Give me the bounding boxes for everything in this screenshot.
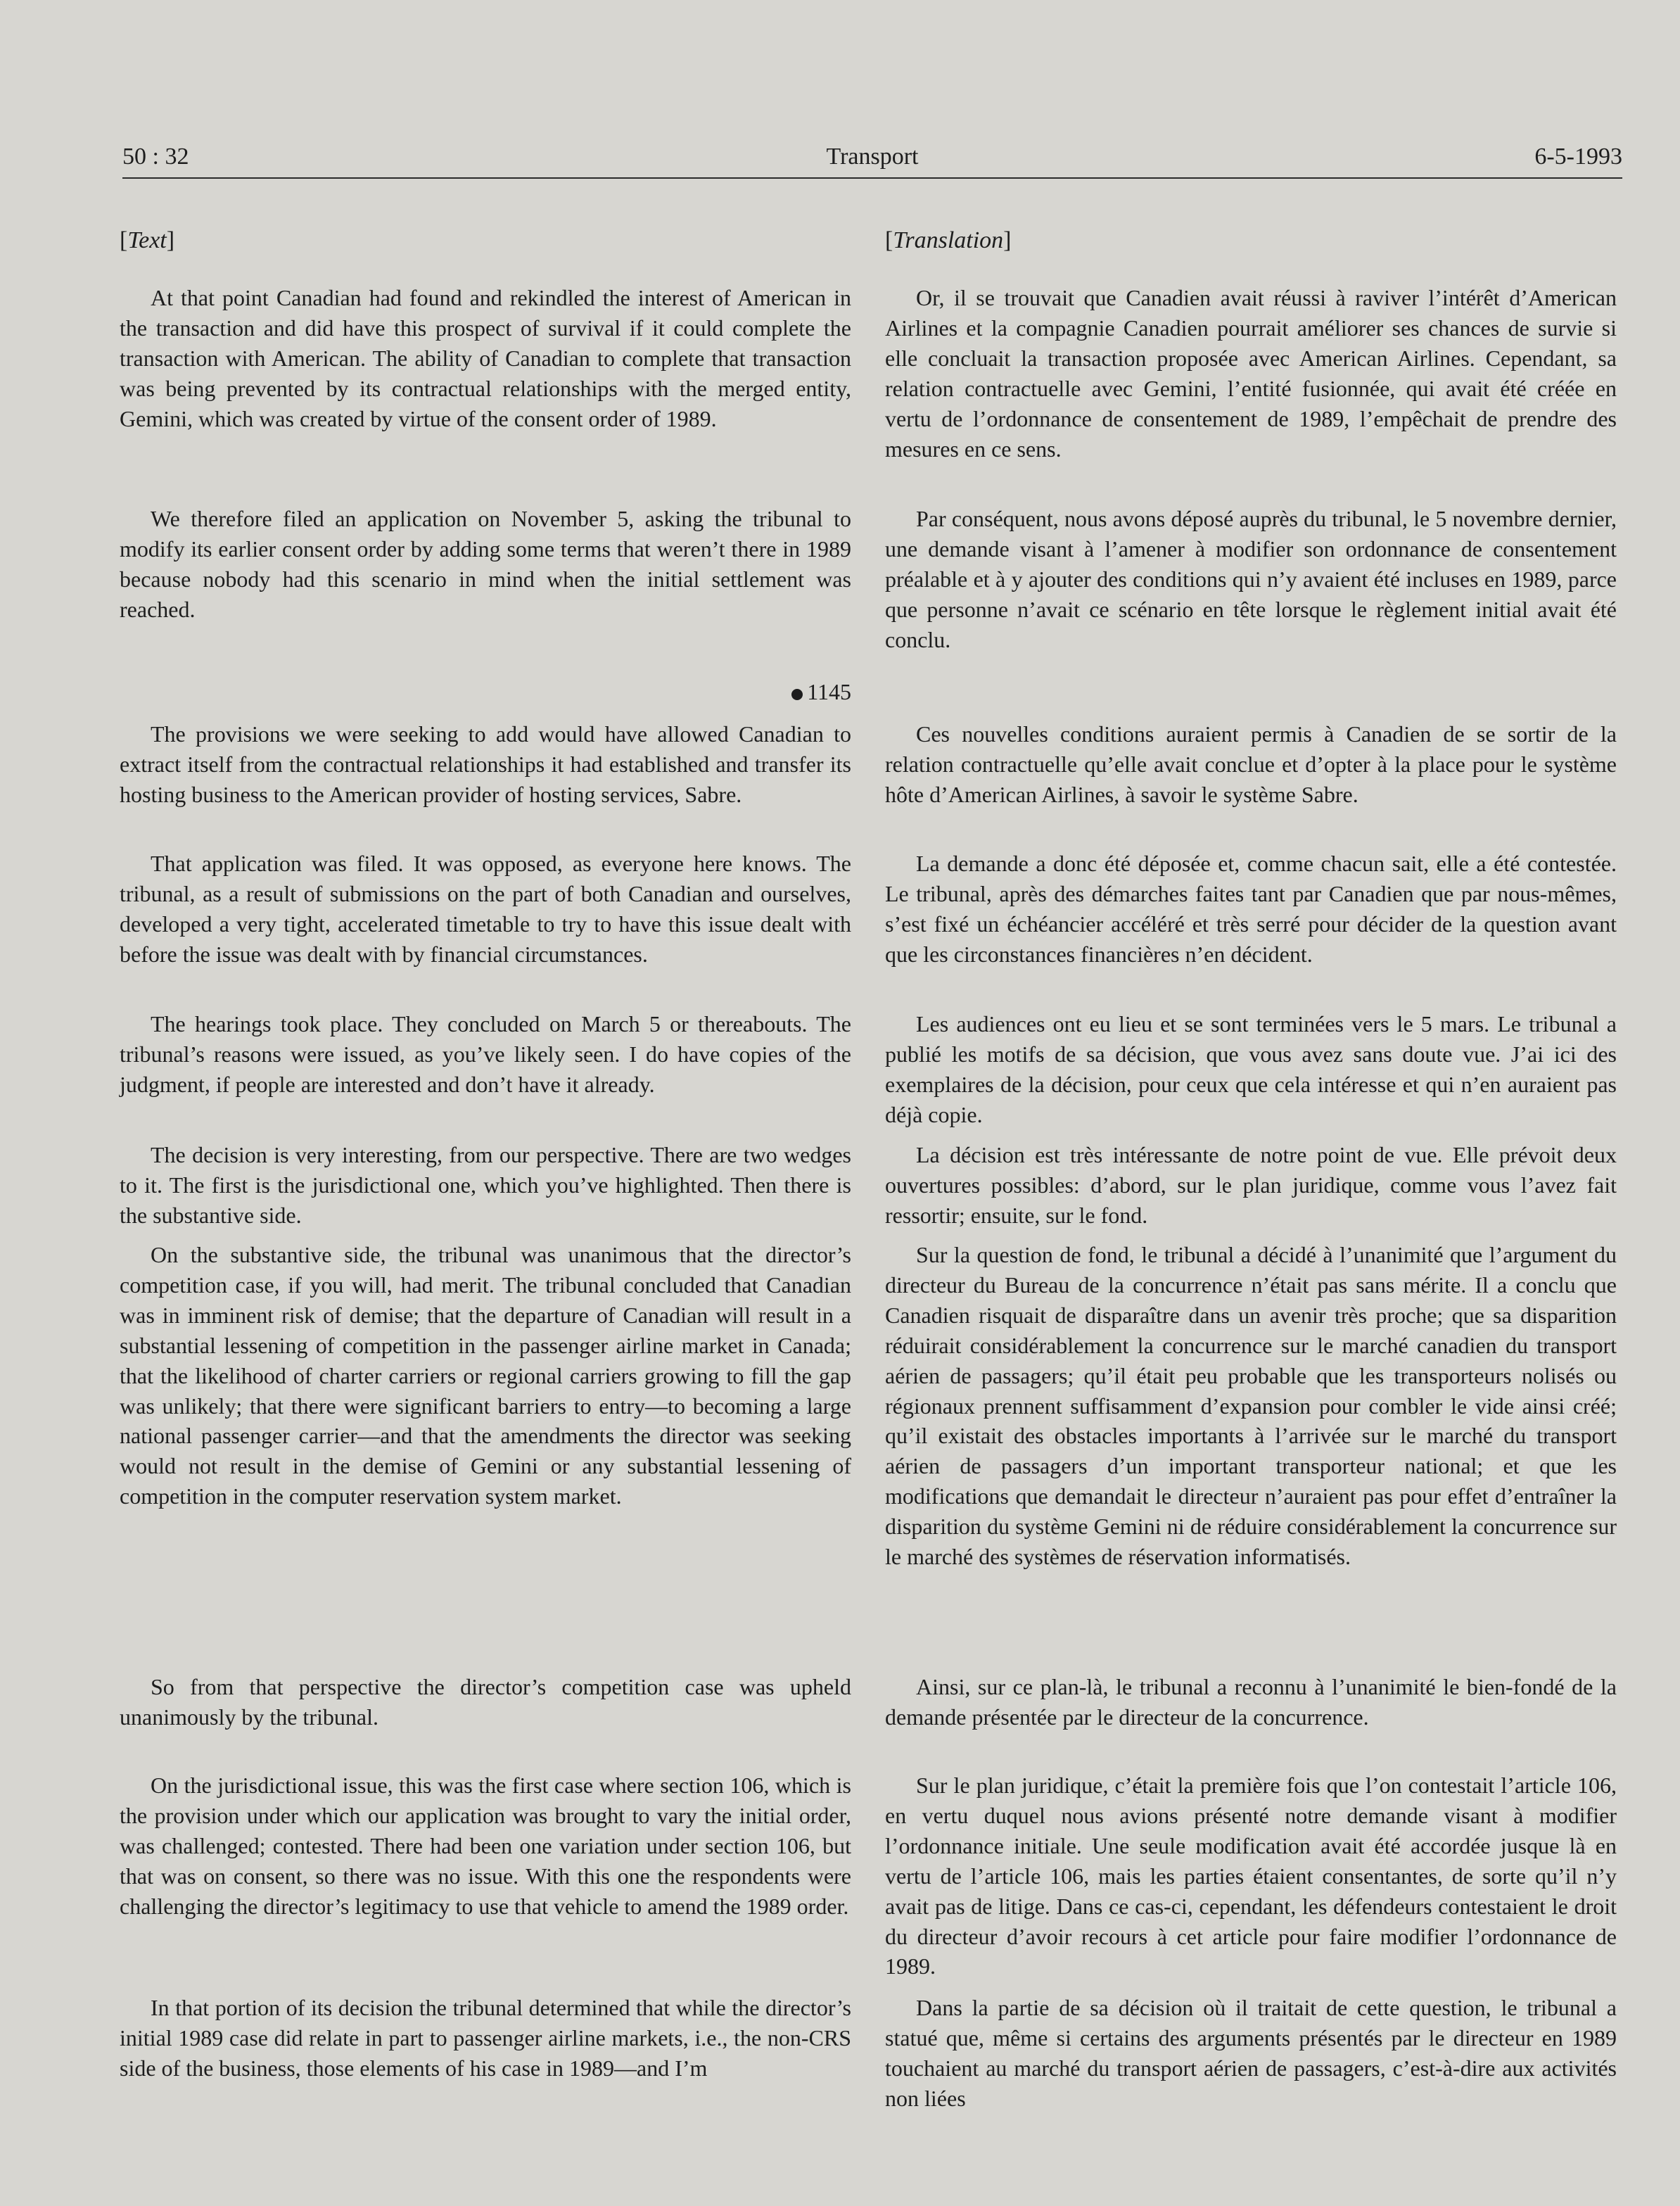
english-paragraph: That application was filed. It was opposed, as everyone here knows. The tribunal, as a result of submissions on the part of both Canadian and ourselves, developed a very tight, accelerated timetable to try to have this issue dealt with before the issue was dealt with by financial circumstances. xyxy=(120,851,851,967)
english-label: [Text] xyxy=(120,227,175,253)
english-paragraph: The decision is very interesting, from our perspective. There are two wedges to it. The first is the jurisdictional one, which you’ve highlighted. Then there is the substantive side. xyxy=(120,1142,851,1228)
french-paragraph: Les audiences ont eu lieu et se sont terminées vers le 5 mars. Le tribunal a publié les motifs de sa décision, que vous avez sans doute vue. J’ai ici des exemplaires de la décision, pour ceux que cela intéresse et qui n’en auraient pas déjà copie. xyxy=(885,1011,1617,1127)
french-paragraph: La demande a donc été déposée et, comme chacun sait, elle a été contestée. Le tribunal, après des démarches faites tant par Canadien que par nous-mêmes, s’est fixé un échéancier accéléré et très serré pour décider de la question avant que les circonstances financières n’en décident. xyxy=(885,851,1617,967)
english-paragraph: At that point Canadian had found and rekindled the interest of American in the transaction and did have this prospect of survival if it could complete the transaction with American. The ability of Canadian to complete that transaction was being prevented by its contractual relationships with the merged entity, Gemini, which was created by virtue of the consent order of 1989. xyxy=(120,285,851,431)
french-paragraph: Ces nouvelles conditions auraient permis à Canadien de se sortir de la relation contractuelle qu’elle avait conclue et d’opter à la place pour le système hôte d’American Airlines, à savoir le système Sabre. xyxy=(885,721,1617,807)
english-paragraph: The provisions we were seeking to add would have allowed Canadian to extract itself from the contractual relationships it had established and transfer its hosting business to the American provider of hosting services, Sabre. xyxy=(120,721,851,807)
french-paragraph: Sur le plan juridique, c’était la première fois que l’on contestait l’article 106, en vertu duquel nous avions présenté notre demande visant à modifier l’ordonnance initiale. Une seule modification avait été accordée jusque là en vertu de l’article 106, mais les parties étaient consentantes, de sorte qu’il n’y avait pas de litige. Dans ce cas-ci, cependant, les défendeurs contestaient le droit du directeur d’avoir recours à cet article pour faire modifier l’ordonnance de 1989. xyxy=(885,1773,1617,1979)
page-number: 50 : 32 xyxy=(122,144,189,170)
french-paragraph: Dans la partie de sa décision où il traitait de cette question, le tribunal a statué que, même si certains des arguments présentés par le directeur en 1989 touchaient au marché du transport aérien de passagers, c’est-à-dire aux activités non liées xyxy=(885,1995,1617,2111)
english-paragraph: On the substantive side, the tribunal was unanimous that the director’s competition case, if you will, had merit. The tribunal concluded that Canadian was in imminent risk of demise; that the departure of Canadian will result in a substantial lessening of competition in the passenger airline market in Canada; that the likelihood of charter carriers or regional carriers growing to fill the gap was unlikely; that there were significant barriers to entry—to becoming a large national passenger carrier—and that the amendments the director was seeking would not result in the demise of Gemini or any substantial lessening of competition in the computer reservation system market. xyxy=(120,1242,851,1509)
section-title: Transport xyxy=(826,144,919,170)
english-paragraph: We therefore filed an application on November 5, asking the tribunal to modify its earlier consent order by adding some terms that weren’t there in 1989 because nobody had this scenario in mind when the initial settlement was reached. xyxy=(120,506,851,622)
french-paragraph: Par conséquent, nous avons déposé auprès du tribunal, le 5 novembre dernier, une demande visant à l’amener à modifier son ordonnance de consentement préalable et à y ajouter des conditions qui n’y avaient été incluses en 1989, parce que personne n’avait ce scénario en tête lorsque le règlement initial avait été conclu. xyxy=(885,506,1617,652)
english-paragraph: The hearings took place. They concluded on March 5 or thereabouts. The tribunal’s reasons were issued, as you’ve likely seen. I do have copies of the judgment, if people are interested and don’t have it already. xyxy=(120,1011,851,1097)
french-paragraph: Ainsi, sur ce plan-là, le tribunal a reconnu à l’unanimité le bien-fondé de la demande présentée par le directeur de la concurrence. xyxy=(885,1674,1617,1730)
french-paragraph: Sur la question de fond, le tribunal a décidé à l’unanimité que l’argument du directeur du Bureau de la concurrence n’était pas sans mérite. Il a conclu que Canadien risquait de disparaître dans un avenir très proche; que sa disparition réduirait considérablement la concurrence sur le marché canadien du transport aérien de passagers; qu’il était peu probable que les transporteurs nolisés ou régionaux prennent suffisamment d’expansion pour combler le vide ainsi créé; qu’il existait des obstacles importants à l’arrivée sur le marché du transport aérien de passagers d’un important transporteur national; et que les modifications que demandait le directeur n’auraient pas pour effet d’entraîner la disparition du système Gemini ni de réduire considérablement la concurrence sur le marché des systèmes de réservation informatisés. xyxy=(885,1242,1617,1570)
english-paragraph: On the jurisdictional issue, this was the first case where section 106, which is the provision under which our application was brought to vary the initial order, was challenged; contested. There had been one variation under section 106, but that was on consent, so there was no issue. With this one the respondents were challenging the director’s legitimacy to use that vehicle to amend the 1989 order. xyxy=(120,1773,851,1919)
time-marker: 1145 xyxy=(120,677,851,706)
french-label: [Translation] xyxy=(885,227,1012,253)
bullet-icon xyxy=(791,689,803,700)
english-paragraph: So from that perspective the director’s competition case was upheld unanimously by the tribunal. xyxy=(120,1674,851,1730)
page-header xyxy=(122,141,1622,179)
english-paragraph: In that portion of its decision the tribunal determined that while the director’s initial 1989 case did relate in part to passenger airline markets, i.e., the non-CRS side of the business, those elements of his case in 1989—and I’m xyxy=(120,1995,851,2081)
french-paragraph: La décision est très intéressante de notre point de vue. Elle prévoit deux ouvertures possibles: d’abord, sur le plan juridique, comme vous l’avez fait ressortir; ensuite, sur le fond. xyxy=(885,1142,1617,1228)
page-date: 6-5-1993 xyxy=(1534,144,1622,170)
french-paragraph: Or, il se trouvait que Canadien avait réussi à raviver l’intérêt d’American Airlines et la compagnie Canadien pourrait améliorer ses chances de survie si elle concluait la transaction proposée avec American Airlines. Cependant, sa relation contractuelle avec Gemini, l’entité fusionnée, qui avait été créée en vertu de l’ordonnance de consentement de 1989, l’empêchait de prendre des mesures en ce sens. xyxy=(885,285,1617,462)
